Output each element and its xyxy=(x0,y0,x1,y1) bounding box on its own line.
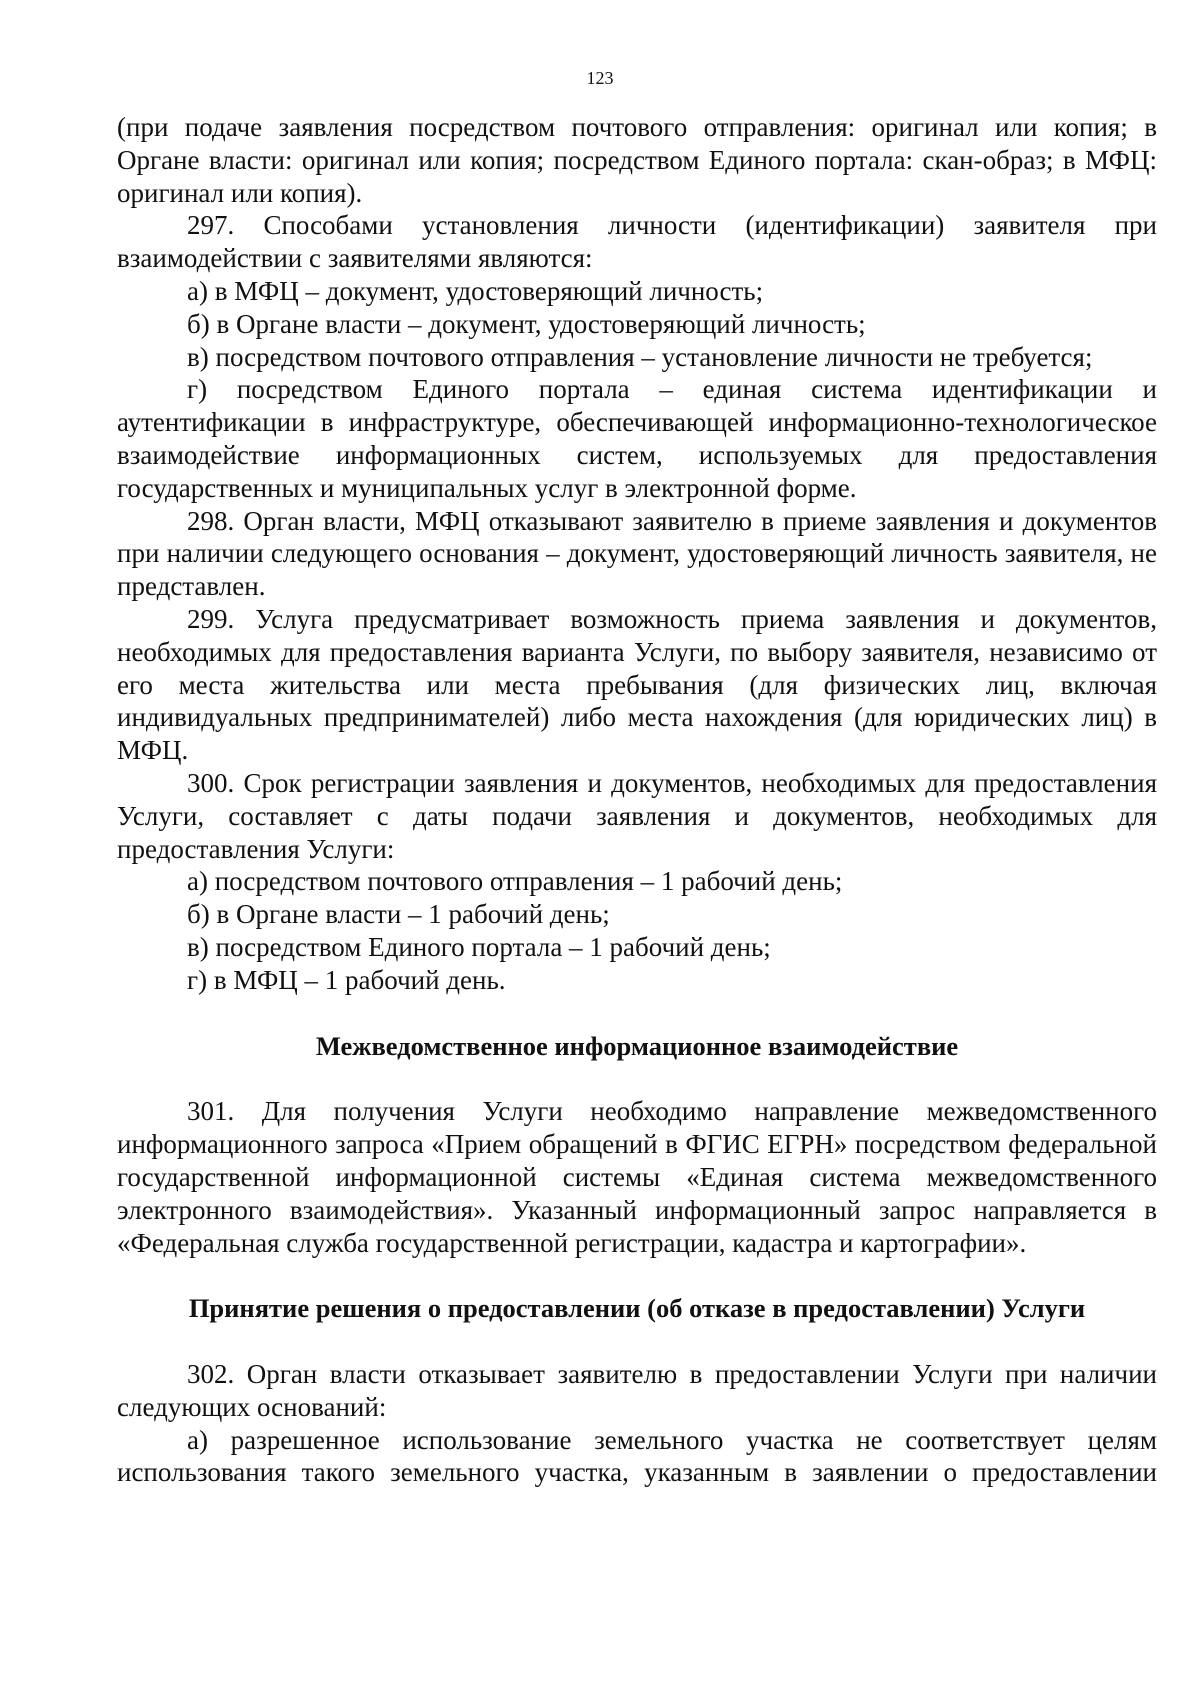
section-heading-interagency: Межведомственное информационное взаимодействие xyxy=(315,1030,959,1061)
spacer xyxy=(117,1259,1157,1292)
list-item-300-d: г) в МФЦ – 1 рабочий день. xyxy=(187,964,506,995)
paragraph-300: 300. Срок регистрации заявления и документов, необходимых для предоставления Услуги, составляет с даты подачи заявления и документов, необходимых для предоставления Услуги: xyxy=(117,767,1157,864)
page-number: 123 xyxy=(586,68,614,88)
list-item-297-c: в) посредством почтового отправления – установление личности не требуется; xyxy=(187,341,1093,372)
paragraph-299: 299. Услуга предусматривает возможность приема заявления и документов, необходимых для предоставления варианта Услуги, по выбору заявителя, независимо от его места жительства или места пребывания (для физических лиц, включая индивидуальных предпринимателей) либо места нахождения (для юридических лиц) в МФЦ. xyxy=(117,603,1157,766)
spacer xyxy=(117,997,1157,1030)
spacer xyxy=(117,1325,1157,1358)
paragraph-301: 301. Для получения Услуги необходимо направление межведомственного информационного запроса «Прием обращений в ФГИС ЕГРН» посредством федеральной государственной информационной системы «Единая система межведомственного электронного взаимодействия». Указанный информационный запрос направляется в «Федеральная служба государственной регистрации, кадастра и картографии». xyxy=(117,1096,1157,1258)
list-item-297-d: г) посредством Единого портала – единая система идентификации и аутентификации в инфраструктуре, обеспечивающей информационно-технологическое взаимодействие информационных систем, используемых для предоставления государственных и муниципальных услуг в электронной форме. xyxy=(117,374,1157,503)
section-heading-decision: Принятие решения о предоставлении (об отказе в предоставлении) Услуги xyxy=(188,1293,1086,1324)
paragraph-298: 298. Орган власти, МФЦ отказывают заявителю в приеме заявления и документов при наличии следующего основания – документ, удостоверяющий личность заявителя, не представлен. xyxy=(117,505,1157,602)
list-item-300-c: в) посредством Единого портала – 1 рабочий день; xyxy=(187,931,771,962)
list-item-297-b: б) в Органе власти – документ, удостоверяющий личность; xyxy=(187,308,866,339)
document-body xyxy=(117,111,1157,1489)
list-item-300-b: б) в Органе власти – 1 рабочий день; xyxy=(187,899,610,930)
paragraph-297: 297. Способами установления личности (идентификации) заявителя при взаимодействии с заявителями являются: xyxy=(117,210,1157,274)
list-item-297-a: а) в МФЦ – документ, удостоверяющий личность; xyxy=(187,275,764,306)
spacer xyxy=(117,1062,1157,1095)
list-item-300-a: а) посредством почтового отправления – 1 рабочий день; xyxy=(187,866,843,897)
list-item-302-a: а) разрешенное использование земельного участка не соответствует целям использования такого земельного участка, указанным в заявлении о предоставлении xyxy=(117,1424,1157,1488)
paragraph-302: 302. Орган власти отказывает заявителю в предоставлении Услуги при наличии следующих оснований: xyxy=(117,1359,1157,1422)
paragraph-continuation: (при подаче заявления посредством почтового отправления: оригинал или копия; в Органе власти: оригинал или копия; посредством Единого портала: скан-образ; в МФЦ: оригинал или копия). xyxy=(117,112,1157,208)
